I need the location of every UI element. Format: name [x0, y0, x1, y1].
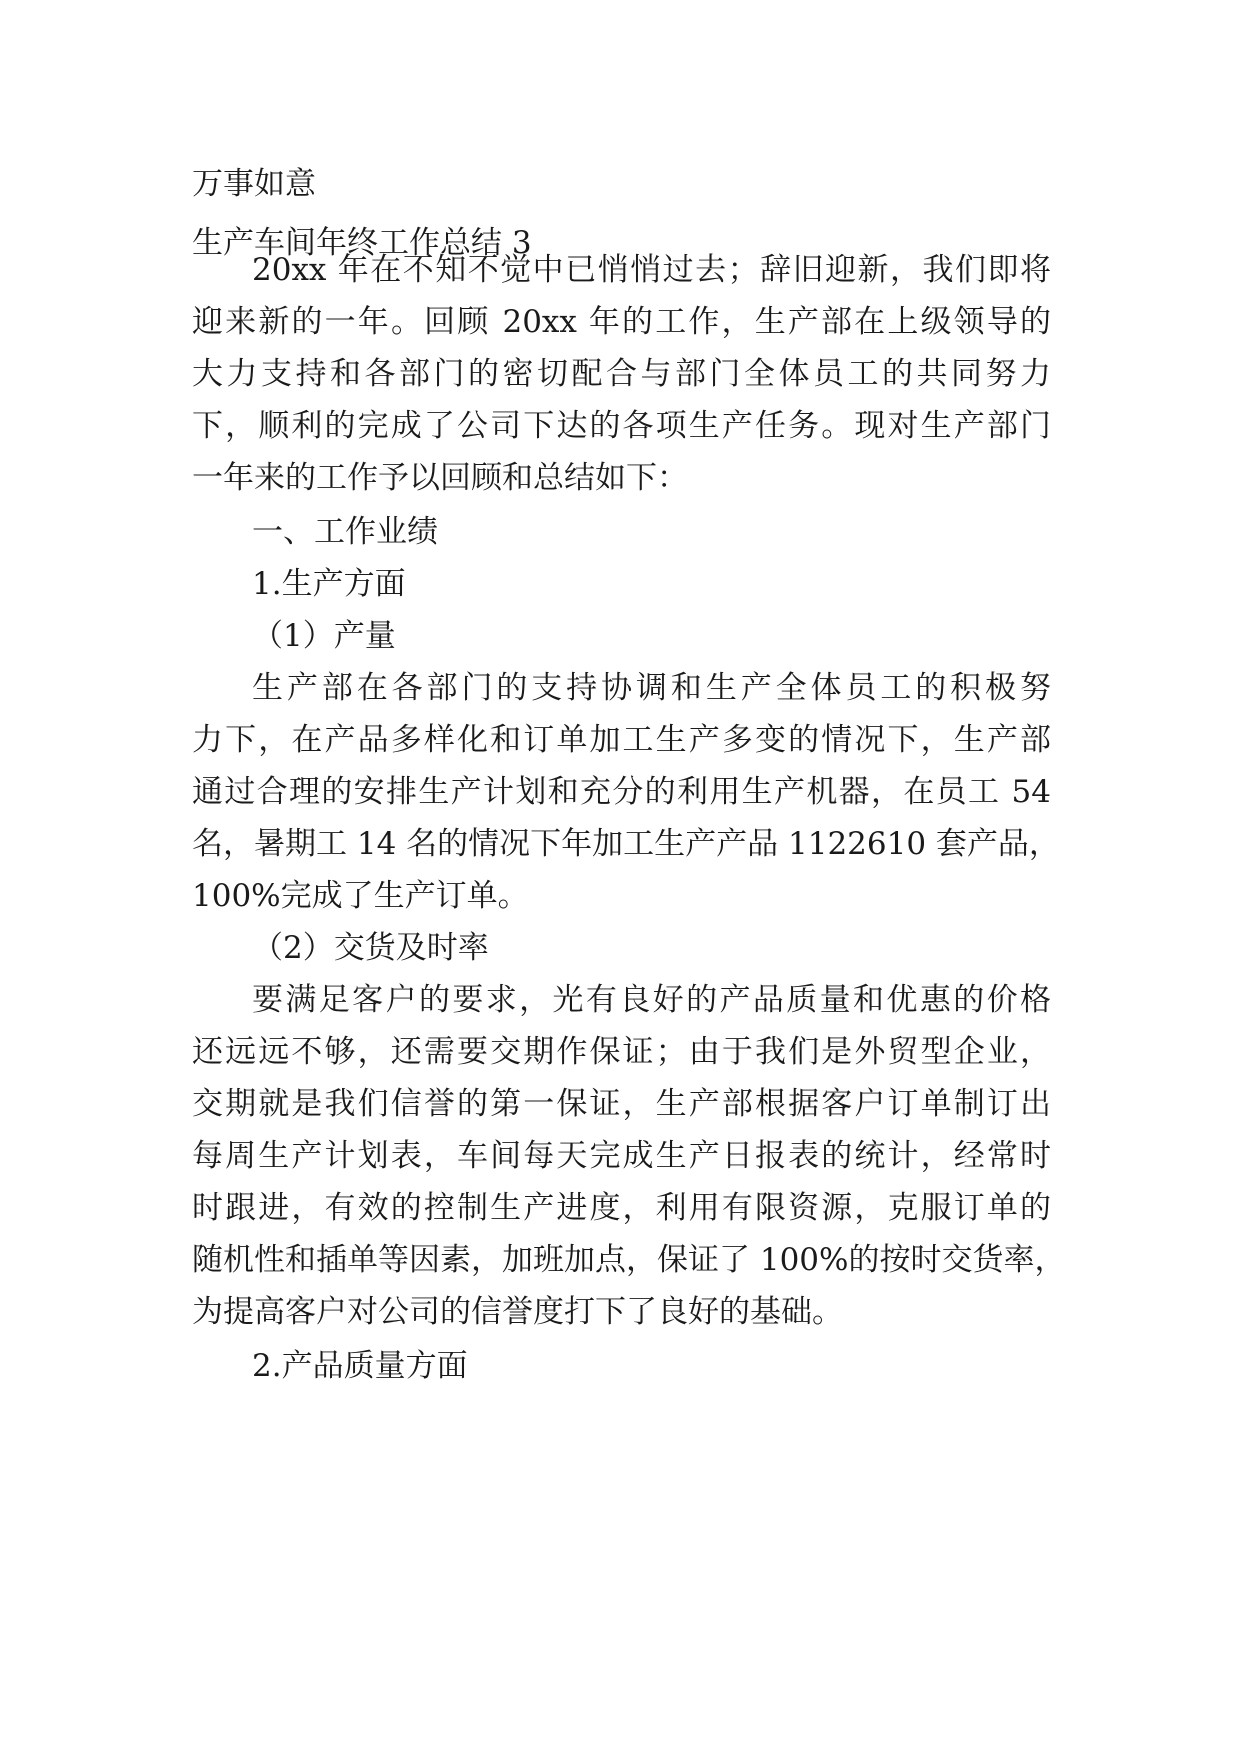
delivery-line-1: 要满足客户的要求，光有良好的产品质量和优惠的价格 [252, 982, 1051, 1018]
intro-line-2: 迎来新的一年。回顾 20xx 年的工作，生产部在上级领导的 [192, 304, 1051, 340]
delivery-line-4: 每周生产计划表，车间每天完成生产日报表的统计，经常时 [192, 1138, 1051, 1174]
delivery-line-2: 还远远不够，还需要交期作保证；由于我们是外贸型企业， [192, 1034, 1051, 1070]
intro-line-4: 下，顺利的完成了公司下达的各项生产任务。现对生产部门 [192, 408, 1051, 444]
output-line-2: 力下，在产品多样化和订单加工生产多变的情况下，生产部 [192, 722, 1051, 758]
item-heading-delivery: （2）交货及时率 [252, 930, 489, 966]
output-line-1: 生产部在各部门的支持协调和生产全体员工的积极努 [252, 670, 1051, 706]
subsection-heading-quality: 2.产品质量方面 [252, 1348, 468, 1384]
delivery-line-5: 时跟进，有效的控制生产进度，利用有限资源，克服订单的 [192, 1190, 1051, 1226]
document-title: 生产车间年终工作总结 3 [192, 225, 532, 261]
delivery-line-6: 随机性和插单等因素，加班加点，保证了 100%的按时交货率， [192, 1242, 1066, 1278]
output-line-5: 100%完成了生产订单。 [192, 878, 529, 914]
intro-line-1: 20xx 年在不知不觉中已悄悄过去；辞旧迎新，我们即将 [252, 252, 1051, 288]
output-line-4: 名，暑期工 14 名的情况下年加工生产产品 1122610 套产品， [192, 826, 1060, 862]
output-line-3: 通过合理的安排生产计划和充分的利用生产机器，在员工 54 [192, 774, 1051, 810]
intro-line-3: 大力支持和各部门的密切配合与部门全体员工的共同努力 [192, 356, 1051, 392]
delivery-line-3: 交期就是我们信誉的第一保证，生产部根据客户订单制订出 [192, 1086, 1051, 1122]
item-heading-output: （1）产量 [252, 618, 396, 654]
intro-line-5: 一年来的工作予以回顾和总结如下： [192, 460, 688, 496]
section-heading-achievements: 一、工作业绩 [252, 514, 438, 550]
subsection-heading-production: 1.生产方面 [252, 566, 406, 602]
delivery-line-7: 为提高客户对公司的信誉度打下了良好的基础。 [192, 1294, 843, 1330]
closing-line: 万事如意 [192, 166, 316, 202]
